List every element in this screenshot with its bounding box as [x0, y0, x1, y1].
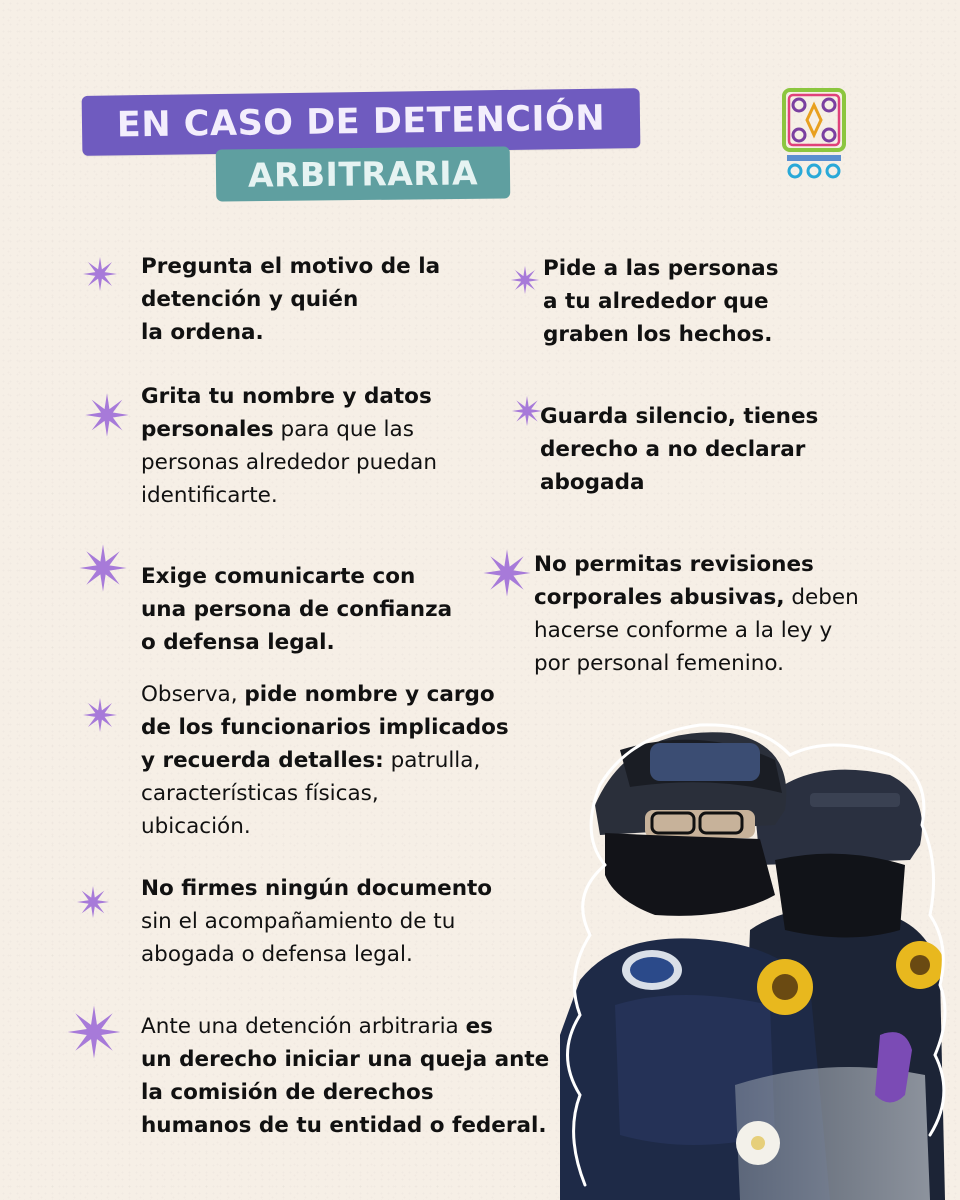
- police-officers-photo: [560, 715, 960, 1200]
- star-bullet-icon: [66, 1004, 122, 1060]
- tip-dont-sign: No firmes ningún documento sin el acompañamiento de tu abogada o defensa legal.: [141, 876, 493, 967]
- title-banner-line-2: [216, 146, 511, 201]
- star-bullet-icon: [82, 697, 118, 733]
- title-line-2: ARBITRARIA: [247, 153, 479, 195]
- tip-file-complaint: Ante una detención arbitraria es un derecho iniciar una queja ante la comisión de derechos humanos de tu entidad o federal.: [141, 1014, 550, 1138]
- star-bullet-icon: [84, 392, 130, 438]
- star-bullet-icon: [482, 548, 532, 598]
- tip-demand-contact: Exige comunicarte con una persona de confianza o defensa legal.: [141, 564, 453, 655]
- decorative-pattern-logo: [781, 87, 847, 179]
- star-bullet-icon: [76, 885, 110, 919]
- tip-no-abusive-search: No permitas revisiones corporales abusivas, deben hacerse conforme a la ley y por personal femenino.: [534, 552, 859, 676]
- tip-shout-name: Grita tu nombre y datos personales para que las personas alrededor puedan identificarte.: [141, 384, 437, 508]
- tip-observe-details: Observa, pide nombre y cargo de los funcionarios implicados y recuerda detalles: patrulla, características físicas, ubicación.: [141, 682, 509, 839]
- star-bullet-icon: [82, 256, 118, 292]
- title-line-1: EN CASO DE DETENCIÓN: [116, 98, 606, 146]
- tip-ask-record: Pide a las personas a tu alrededor que graben los hechos.: [543, 256, 779, 347]
- star-bullet-icon: [511, 395, 543, 427]
- tip-stay-silent: Guarda silencio, tienes derecho a no declarar abogada: [540, 404, 819, 495]
- star-bullet-icon: [510, 265, 540, 295]
- title-banner-line-1: [82, 88, 641, 156]
- tip-ask-reason: Pregunta el motivo de la detención y quién la ordena.: [141, 254, 441, 345]
- star-bullet-icon: [78, 543, 128, 593]
